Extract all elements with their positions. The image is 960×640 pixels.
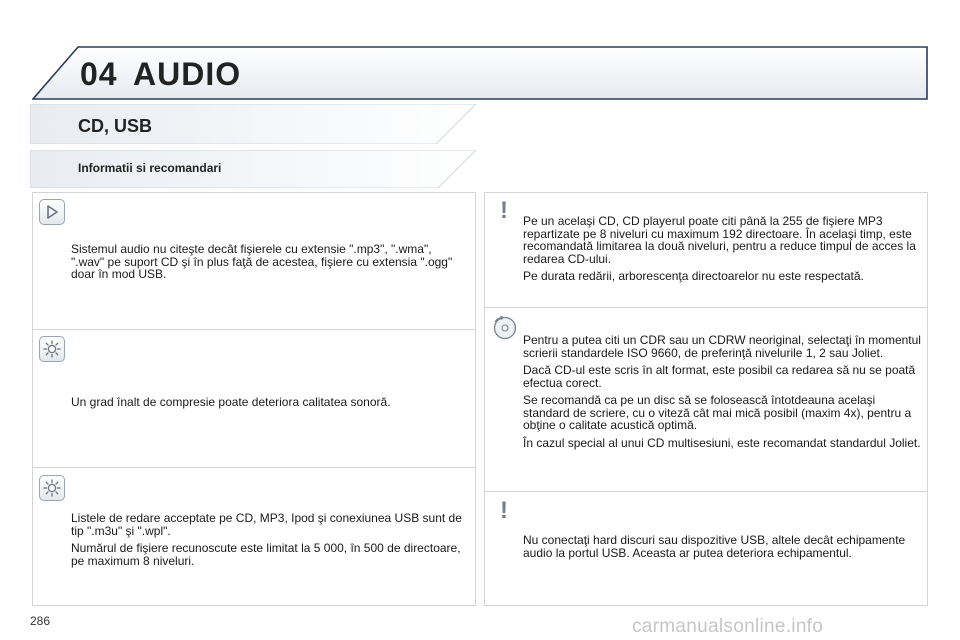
info-paragraph: Numărul de fişiere recunoscute este limitat la 5 000, în 500 de directoare, pe maximum 8 niveluri. [71, 541, 461, 568]
light-bulb-icon [39, 475, 65, 501]
panel-divider [485, 307, 927, 308]
light-bulb-icon [39, 336, 65, 362]
info-text-block [71, 396, 467, 414]
info-paragraph: Listele de redare acceptate pe CD, MP3, Ipod şi conexiunea USB sunt de tip ".m3u" şi ".wpl". [71, 511, 462, 538]
info-paragraph: Pe durata redării, arborescenţa directoarelor nu este respectată. [523, 269, 864, 283]
section-title: CD, USB [78, 116, 153, 136]
info-paragraph: Un grad înalt de compresie poate deteriora calitatea sonoră. [71, 395, 391, 409]
page-number: 286 [30, 614, 51, 628]
info-paragraph: În cazul special al unui CD multisesiuni, este recomandat standardul Joliet. [523, 435, 921, 450]
right-info-panel [484, 192, 928, 606]
info-text-block [523, 334, 923, 454]
info-text-block [523, 534, 919, 564]
left-info-panel [32, 192, 476, 606]
chapter-number: 04 [80, 56, 118, 92]
exclamation-icon: ! [500, 497, 508, 524]
panel-divider [33, 467, 475, 468]
watermark: carmanualsonline.info [632, 616, 824, 637]
panel-divider [33, 329, 475, 330]
exclamation-icon: ! [500, 197, 508, 224]
info-text-block [71, 243, 467, 286]
info-text-block [71, 512, 471, 572]
play-triangle-icon [39, 199, 65, 225]
subsection-title: Informatii si recomandari [78, 161, 222, 175]
info-paragraph: Dacă CD-ul este scris în alt format, este posibil ca redarea să nu se poată efectua corect. [523, 363, 916, 390]
info-paragraph: Se recomandă ca pe un disc să se folosească întotdeauna acelaşi standard de scriere, cu o viteză cât mai mică posibil (maxim 4x), pentru a obţine o calitate acustică optimă. [523, 393, 912, 432]
cd-disc-icon [491, 315, 517, 341]
info-paragraph: Pe un acelaşi CD, CD playerul poate citi până la 255 de fişiere MP3 repartizate pe 8 niveluri cu maximum 192 directoare. În acelaşi timp, este recomandată limitarea la două niveluri, pentru a reduce timpul de acces la redarea CD-ului. [523, 214, 916, 266]
info-paragraph: Nu conectaţi hard discuri sau dispozitive USB, altele decât echipamente audio la portul USB. Aceasta ar putea deteriora echipamentul. [523, 533, 906, 560]
chapter-title: AUDIO [133, 56, 242, 92]
info-paragraph: Sistemul audio nu citeşte decât fişierele cu extensie ".mp3", ".wma", ".wav" pe suport CD şi în plus faţă de acestea, fişiere cu extensia ".ogg" doar în mod USB. [71, 242, 453, 281]
info-text-block [523, 215, 923, 288]
panel-divider [485, 491, 927, 492]
info-paragraph: Pentru a putea citi un CDR sau un CDRW neoriginal, selectaţi în momentul scrierii standardele ISO 9660, de preferinţă nivelurile 1, 2 sau Joliet. [523, 333, 921, 360]
